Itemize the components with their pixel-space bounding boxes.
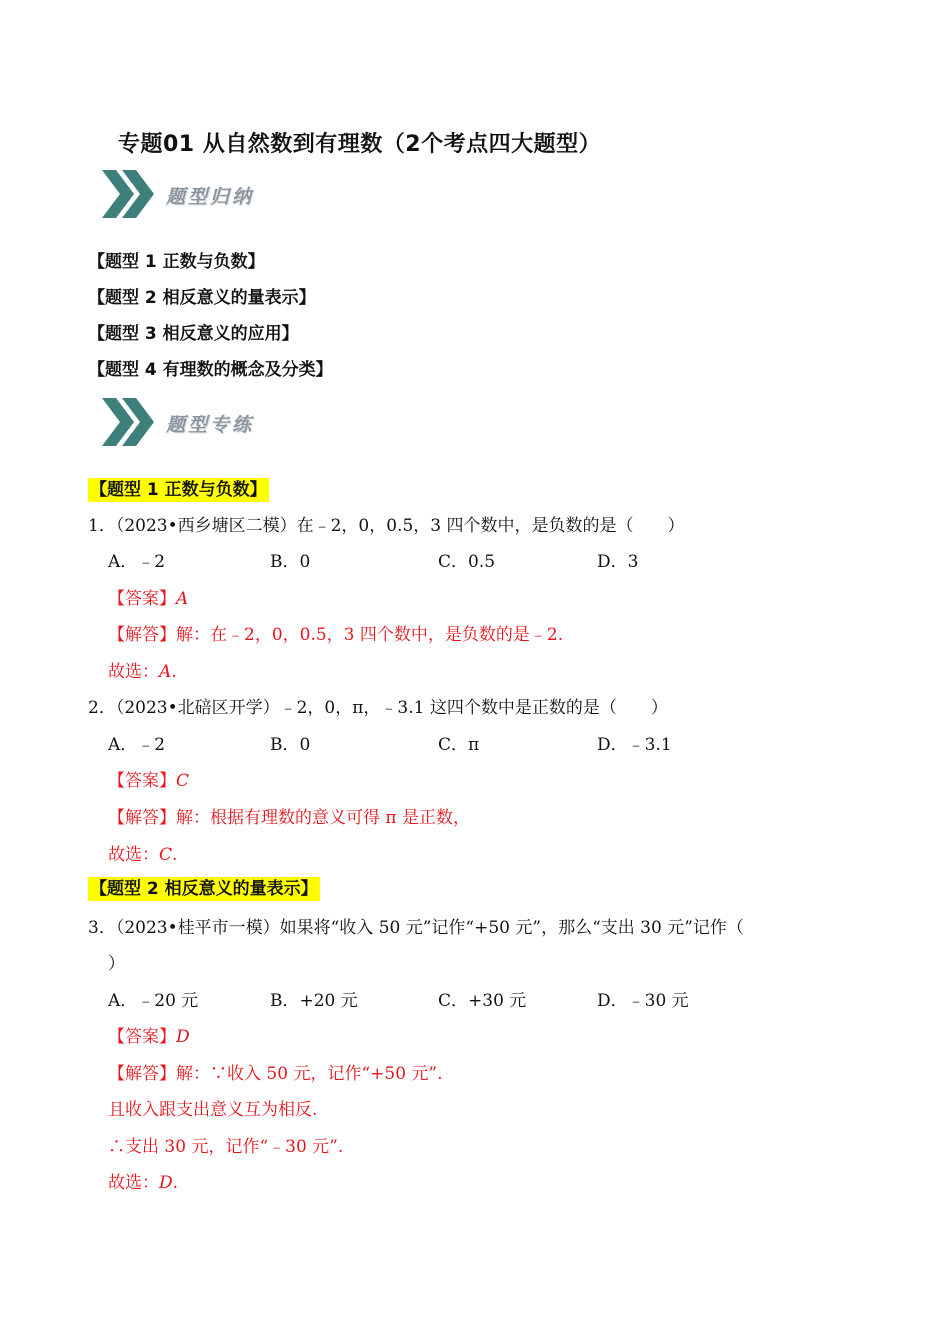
option-b: B．0	[270, 552, 311, 572]
answer-value: D	[176, 1027, 190, 1047]
answer-value: A	[176, 589, 189, 609]
question-3-stem-continuation: ）	[108, 954, 125, 974]
question-3-analysis-line-2: 且收入跟支出意义互为相反.	[108, 1100, 318, 1120]
conclusion-label: 故选：	[108, 662, 159, 682]
toc-item: 【题型 1 正数与负数】	[88, 252, 265, 272]
answer-label: 【答案】	[108, 1027, 176, 1047]
question-3-stem: 3．（2023•桂平市一模）如果将“收入 50 元”记作“+50 元”，那么“支出 30 元”记作（	[88, 918, 744, 938]
option-c: C．+30 元	[438, 991, 527, 1011]
answer-value: C	[176, 771, 190, 791]
option-a: A．﹣20 元	[108, 991, 199, 1011]
option-b: B．+20 元	[270, 991, 358, 1011]
question-1-conclusion	[108, 660, 177, 684]
banner-practice-label: 题型专练	[166, 414, 255, 436]
option-c: C．0.5	[438, 552, 496, 572]
option-d: D．3	[597, 552, 639, 572]
conclusion-value: D	[159, 1173, 173, 1193]
banner-summary-label: 题型归纳	[166, 186, 255, 208]
question-3-conclusion	[108, 1171, 178, 1195]
conclusion-tail: .	[171, 662, 177, 682]
question-3-analysis-line-1: 【解答】解：∵收入 50 元，记作“+50 元”.	[108, 1064, 443, 1084]
question-2-conclusion	[108, 843, 177, 867]
answer-label: 【答案】	[108, 589, 176, 609]
question-3-answer	[108, 1025, 190, 1049]
double-chevron-icon	[100, 396, 164, 448]
option-b: B．0	[270, 735, 311, 755]
option-d: D．﹣30 元	[597, 991, 689, 1011]
question-1-answer	[108, 587, 188, 611]
toc-item: 【题型 4 有理数的概念及分类】	[88, 360, 333, 380]
toc-item: 【题型 2 相反意义的量表示】	[88, 288, 316, 308]
question-1-stem: 1．（2023•西乡塘区二模）在﹣2，0，0.5，3 四个数中，是负数的是（ ）	[88, 516, 685, 536]
option-a: A．﹣2	[108, 735, 166, 755]
conclusion-label: 故选：	[108, 845, 159, 865]
conclusion-value: C	[159, 845, 173, 865]
question-2-answer	[108, 769, 189, 793]
banner-summary	[100, 168, 300, 228]
option-d: D．﹣3.1	[597, 735, 672, 755]
question-1-analysis: 【解答】解：在﹣2，0，0.5，3 四个数中，是负数的是﹣2.	[108, 625, 564, 645]
section-heading-type-2: 【题型 2 相反意义的量表示】	[90, 879, 318, 899]
option-c: C．π	[438, 735, 480, 755]
option-a: A．﹣2	[108, 552, 166, 572]
toc-item: 【题型 3 相反意义的应用】	[88, 324, 299, 344]
question-3-analysis-line-3: ∴支出 30 元，记作“﹣30 元”.	[108, 1137, 344, 1157]
page-title: 专题01 从自然数到有理数（2个考点四大题型）	[118, 132, 602, 157]
banner-practice	[100, 396, 300, 456]
type-index	[88, 248, 333, 392]
answer-label: 【答案】	[108, 771, 176, 791]
conclusion-tail: .	[172, 1173, 179, 1193]
conclusion-label: 故选：	[108, 1173, 159, 1193]
conclusion-value: A	[159, 662, 172, 682]
section-heading-type-1: 【题型 1 正数与负数】	[90, 480, 267, 500]
question-2-analysis: 【解答】解：根据有理数的意义可得 π 是正数，	[108, 808, 470, 828]
conclusion-tail: .	[172, 845, 178, 865]
double-chevron-icon	[100, 168, 164, 220]
question-2-stem: 2．（2023•北碚区开学）﹣2，0，π，﹣3.1 这四个数中是正数的是（ ）	[88, 698, 668, 718]
